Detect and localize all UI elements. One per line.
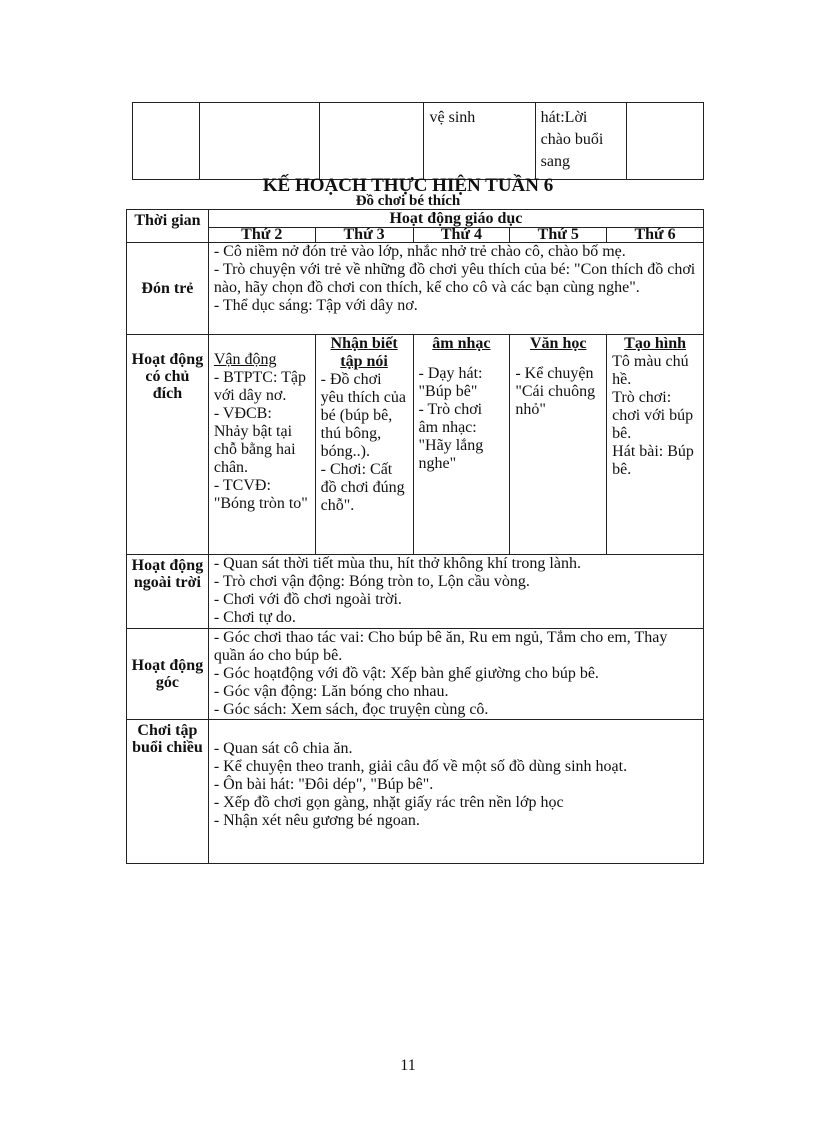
text-line: - Góc sách: Xem sách, đọc truyện cùng cô.	[213, 701, 489, 718]
row-label-buoi-chieu: Chơi tập buổi chiều	[127, 720, 209, 864]
activity-heading: âm nhạc	[432, 335, 491, 352]
row-label-ngoai-troi: Hoạt động ngoài trời	[127, 555, 209, 629]
days-header-row	[127, 228, 704, 243]
text-line: Tô màu chú hề.	[612, 353, 689, 388]
text-line: - Trò chơi vận động: Bóng tròn to, Lộn cầu vòng.	[213, 573, 530, 590]
week-plan-subtitle: Đồ chơi bé thích	[355, 193, 461, 209]
row-label-goc: Hoạt động góc	[127, 629, 209, 720]
text-line: Hát bài: Búp bê.	[612, 443, 694, 478]
table-cell	[626, 103, 703, 180]
goc-content	[208, 629, 703, 720]
row-label-don-tre: Đón trẻ	[127, 243, 209, 335]
text-line: - Chơi với đồ chơi ngoài trời.	[213, 591, 402, 608]
text-line: - Trò chơi âm nhạc: "Hãy lắng nghe"	[418, 401, 484, 472]
text-line: - Quan sát cô chia ăn.	[213, 740, 353, 757]
weekly-plan-table	[126, 209, 704, 864]
activity-cell-wed	[413, 335, 510, 555]
week-plan-title: KẾ HOẠCH THỰC HIỆN TUẦN 6	[262, 175, 554, 196]
table-cell: hát:Lời chào buổi sang	[535, 103, 626, 180]
day-header-wed: Thứ 4	[413, 228, 510, 243]
day-header-thu: Thứ 5	[510, 228, 607, 243]
don-tre-content	[208, 243, 703, 335]
table-row-co-chu-dich	[127, 335, 704, 555]
activity-cell-tue	[315, 335, 413, 555]
table-header-row	[127, 210, 704, 228]
text-line: - Cô niềm nở đón trẻ vào lớp, nhắc nhở trẻ chào cô, chào bố mẹ.	[213, 243, 626, 260]
table-cell	[133, 103, 200, 180]
ngoai-troi-content	[208, 555, 703, 629]
buoi-chieu-content	[208, 720, 703, 864]
activity-cell-thu	[510, 335, 607, 555]
text-line: - Chơi: Cất đồ chơi đúng chỗ".	[320, 461, 405, 514]
text-line: - Kể chuyện theo tranh, giải câu đố về một số đồ dùng sinh hoạt.	[213, 758, 628, 775]
activity-heading: Nhận biết tập nói	[330, 335, 398, 370]
activity-heading: Văn học	[530, 335, 587, 352]
text-line: - Góc chơi thao tác vai: Cho búp bê ăn, Ru em ngủ, Tắm cho em, Thay quần áo cho búp bê.	[213, 629, 668, 664]
table-row-goc	[127, 629, 704, 720]
text-line: - VĐCB: Nhảy bật tại chỗ bằng hai chân.	[213, 405, 296, 476]
page-number: 11	[400, 1057, 416, 1074]
table-cell: vệ sinh	[424, 103, 535, 180]
table-cell	[200, 103, 320, 180]
table-cell	[320, 103, 424, 180]
text-line: - Đồ chơi yêu thích của bé (búp bê, thú bông, bóng..).	[320, 371, 406, 460]
text-line: - Góc vận động: Lăn bóng cho nhau.	[213, 683, 449, 700]
table-row-buoi-chieu	[127, 720, 704, 864]
text-line: - Quan sát thời tiết mùa thu, hít thở không khí trong lành.	[213, 555, 581, 572]
text-line: - Chơi tự do.	[213, 609, 296, 626]
row-label-co-chu-dich: Hoạt động có chủ đích	[127, 335, 209, 555]
text-line: - Xếp đồ chơi gọn gàng, nhặt giấy rác trên nền lớp học	[213, 794, 564, 811]
day-header-tue: Thứ 3	[315, 228, 413, 243]
table-row-don-tre	[127, 243, 704, 335]
text-line: - BTPTC: Tập với dây nơ.	[213, 369, 306, 404]
text-line: - Dạy hát: "Búp bê"	[418, 365, 483, 400]
previous-week-table-fragment	[132, 102, 704, 180]
text-line: - Ôn bài hát: "Đôi dép", "Búp bê".	[213, 776, 434, 793]
activity-heading: Vận động	[213, 351, 277, 368]
text-line: - Kể chuyện "Cái chuông nhỏ"	[515, 365, 596, 418]
text-line: - TCVĐ: "Bóng tròn to"	[213, 477, 308, 512]
text-line: - Góc hoạtđộng với đồ vật: Xếp bàn ghế giường cho búp bê.	[213, 665, 599, 682]
activity-heading: Tạo hình	[624, 335, 686, 352]
text-line: - Thể dục sáng: Tập với dây nơ.	[213, 297, 418, 314]
text-line: - Nhận xét nêu gương bé ngoan.	[213, 812, 420, 829]
text-line: - Trò chuyện với trẻ về những đồ chơi yêu thích của bé: "Con thích đồ chơi nào, hãy chọn đồ chơi con thích, kể cho cô và các bạn cùng nghe".	[213, 261, 696, 296]
day-header-fri: Thứ 6	[607, 228, 704, 243]
activity-cell-mon	[208, 335, 315, 555]
day-header-mon: Thứ 2	[208, 228, 315, 243]
text-line: Trò chơi: chơi với búp bê.	[612, 389, 694, 442]
table-row	[133, 103, 704, 180]
time-column-header: Thời gian	[127, 210, 209, 243]
table-row-ngoai-troi	[127, 555, 704, 629]
activity-group-header: Hoạt động giáo dục	[208, 210, 703, 228]
activity-cell-fri	[607, 335, 704, 555]
